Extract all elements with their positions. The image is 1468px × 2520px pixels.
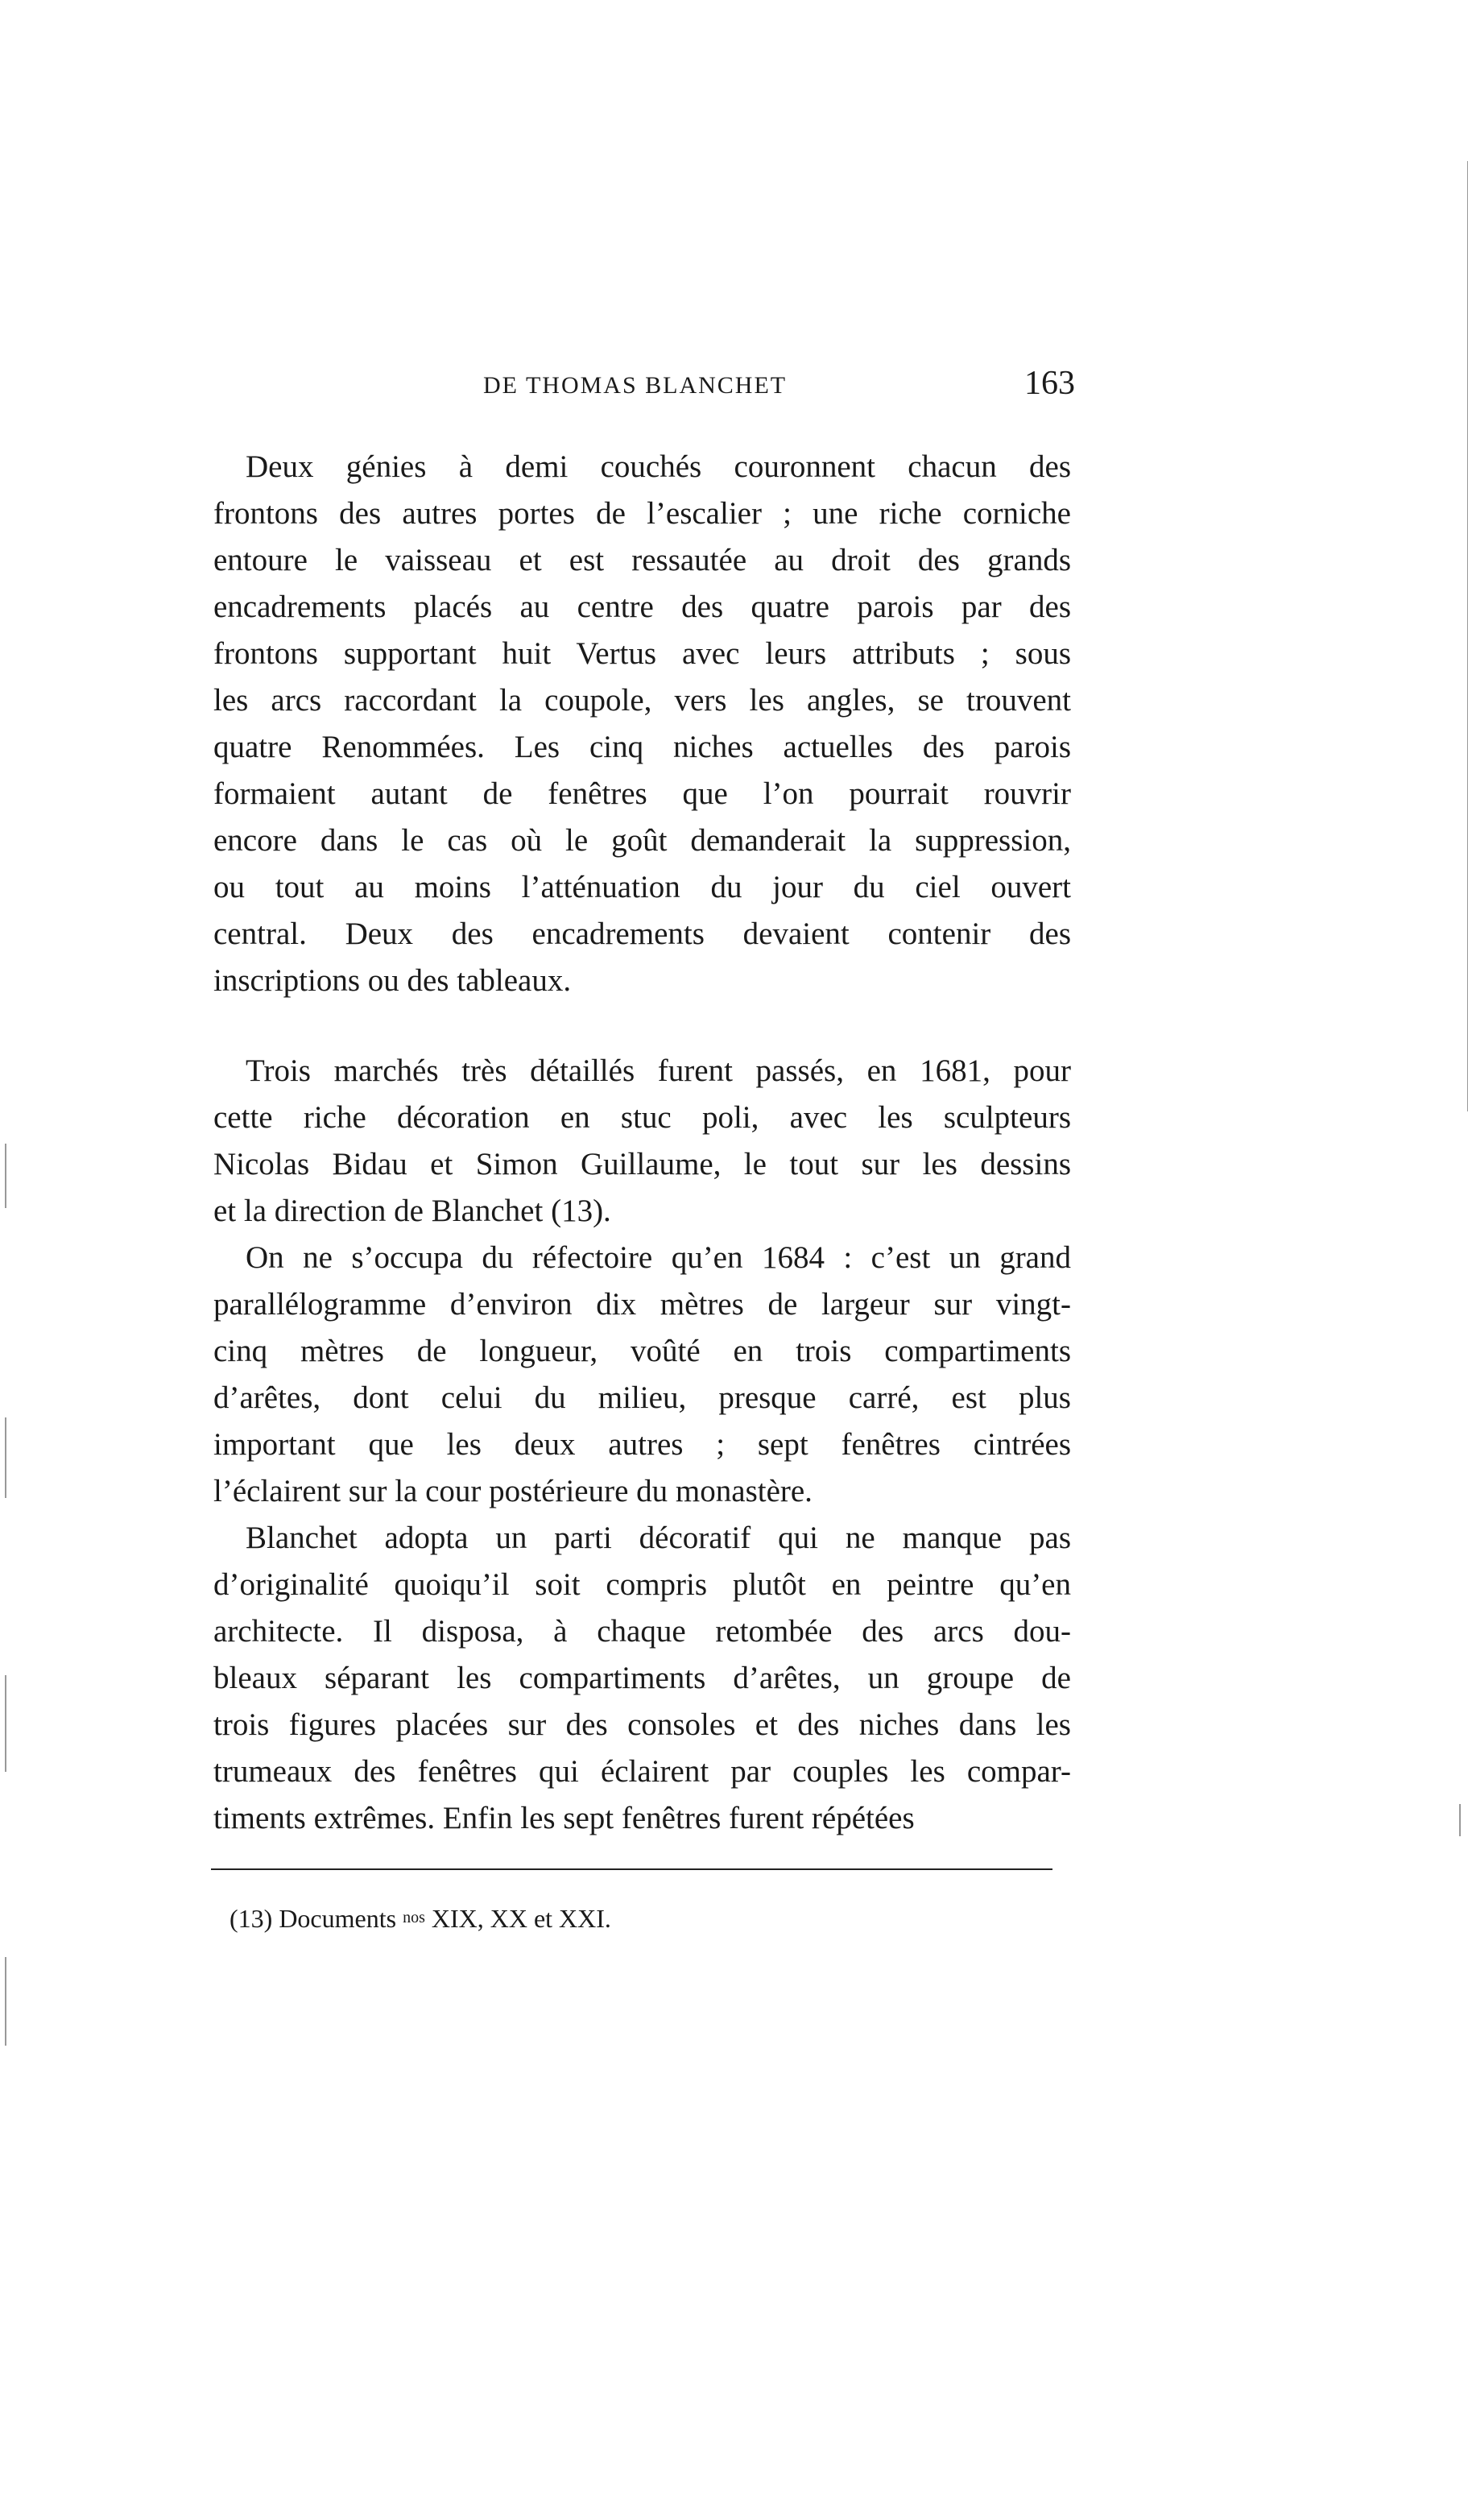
text-line: On ne s’occupa du réfectoire qu’en 1684 : c’est un grand — [246, 1240, 1071, 1275]
footnote-prefix: (13) Documents — [230, 1904, 403, 1933]
text-line: formaient autant de fenêtres que l’on pourrait rouvrir — [213, 776, 1071, 811]
text-line: central. Deux des encadrements devaient contenir des — [213, 917, 1071, 951]
scan-mark — [5, 1144, 6, 1208]
text-line: l’éclairent sur la cour postérieure du monastère. — [213, 1474, 813, 1508]
text-line: timents extrêmes. Enfin les sept fenêtres furent répétées — [213, 1801, 915, 1835]
footnote — [230, 1904, 611, 1934]
text-line: les arcs raccordant la coupole, vers les angles, se trouvent — [213, 683, 1071, 718]
text-line: Nicolas Bidau et Simon Guillaume, le tout sur les dessins — [213, 1147, 1071, 1181]
text-line: parallélogramme d’environ dix mètres de largeur sur vingt- — [213, 1287, 1071, 1322]
text-line: frontons supportant huit Vertus avec leurs attributs ; sous — [213, 636, 1071, 671]
text-line: Trois marchés très détaillés furent passés, en 1681, pour — [246, 1053, 1071, 1088]
text-line: trois figures placées sur des consoles et des niches dans les — [213, 1707, 1071, 1742]
text-line: d’arêtes, dont celui du milieu, presque carré, est plus — [213, 1380, 1071, 1415]
scan-mark — [1459, 1804, 1461, 1836]
scan-mark — [5, 1675, 6, 1772]
text-line: bleaux séparant les compartiments d’arêtes, un groupe de — [213, 1661, 1071, 1695]
text-line: architecte. Il disposa, à chaque retombée des arcs dou- — [213, 1614, 1071, 1649]
text-line: et la direction de Blanchet (13). — [213, 1194, 611, 1228]
text-line: inscriptions ou des tableaux. — [213, 963, 572, 998]
scan-mark — [5, 1957, 6, 2046]
text-line: d’originalité quoiqu’il soit compris plutôt en peintre qu’en — [213, 1567, 1071, 1602]
footnote-sup: nos — [403, 1909, 425, 1926]
text-line: important que les deux autres ; sept fenêtres cintrées — [213, 1427, 1071, 1462]
text-line: trumeaux des fenêtres qui éclairent par couples les compar- — [213, 1754, 1071, 1789]
text-line: ou tout au moins l’atténuation du jour du ciel ouvert — [213, 870, 1071, 904]
footnote-rule — [211, 1868, 1052, 1870]
text-line: frontons des autres portes de l’escalier ; une riche corniche — [213, 496, 1071, 531]
text-line: cinq mètres de longueur, voûté en trois compartiments — [213, 1334, 1071, 1368]
text-line: entoure le vaisseau et est ressautée au droit des grands — [213, 543, 1071, 577]
text-line: cette riche décoration en stuc poli, avec les sculpteurs — [213, 1100, 1071, 1135]
text-line: Deux génies à demi couchés couronnent chacun des — [246, 449, 1071, 484]
text-line: encore dans le cas où le goût demanderait la suppression, — [213, 823, 1071, 858]
text-line: Blanchet adopta un parti décoratif qui ne manque pas — [246, 1521, 1071, 1555]
paragraph-1 — [213, 444, 1071, 1004]
footnote-rest: XIX, XX et XXI. — [424, 1904, 611, 1933]
text-line: quatre Renommées. Les cinq niches actuelles des parois — [213, 730, 1071, 764]
paragraphs-2-4 — [213, 1048, 1071, 1842]
scan-mark — [5, 1417, 6, 1498]
page-number: 163 — [1024, 365, 1075, 402]
running-header: DE THOMAS BLANCHET — [483, 372, 788, 399]
text-line: encadrements placés au centre des quatre parois par des — [213, 590, 1071, 624]
